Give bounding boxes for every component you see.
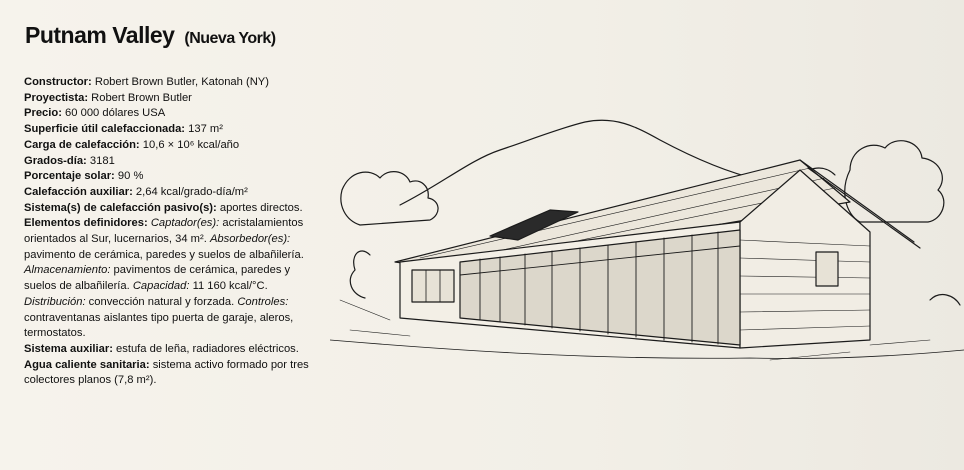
spec-superficie — [24, 122, 324, 138]
spec-label: Calefacción auxiliar: — [24, 185, 133, 198]
spec-sublabel: Capacidad: — [132, 280, 190, 293]
spec-porcentaje — [24, 169, 324, 185]
title-name: Putnam Valley — [25, 22, 175, 48]
spec-value: 2,64 kcal/grado-día/m² — [135, 185, 248, 198]
spec-sublabel: Controles: — [237, 295, 289, 308]
spec-sistema-auxiliar — [24, 342, 324, 358]
spec-calefaccion — [24, 185, 324, 201]
spec-label: Agua caliente sanitaria: — [24, 358, 150, 371]
spec-label: Carga de calefacción: — [24, 138, 140, 151]
spec-value: 11 160 kcal/°C. — [192, 280, 268, 293]
spec-label: Sistema(s) de calefacción pasivo(s): — [24, 201, 217, 214]
spec-carga — [24, 138, 324, 154]
ground-line — [330, 340, 964, 358]
spec-value: pavimentos de cerámica, paredes y suelos de albañilería. — [24, 264, 291, 293]
spec-value: convección natural y forzada. — [88, 295, 235, 308]
spec-sublabel: Absorbedor(es): — [209, 233, 291, 246]
gable-window — [816, 252, 838, 286]
spec-precio — [24, 106, 324, 122]
spec-label: Proyectista: — [24, 91, 89, 104]
spec-value: Robert Brown Butler, Katonah (NY) — [94, 76, 269, 88]
spec-value: 137 m² — [188, 123, 223, 136]
spec-label: Elementos definidores: — [24, 217, 148, 230]
spec-value: contraventanas aislantes tipo puerta de garaje, aleros, termostatos. — [24, 311, 294, 340]
spec-value: Robert Brown Butler — [91, 91, 192, 104]
tree-left — [341, 172, 438, 225]
spec-constructor — [24, 75, 324, 91]
left-window — [412, 270, 454, 302]
spec-elementos — [24, 216, 324, 342]
spec-proyectista — [24, 91, 324, 107]
spec-label: Superficie útil calefaccionada: — [24, 123, 186, 136]
spec-value: aportes directos. — [219, 201, 303, 214]
spec-sistema-pasivo — [24, 201, 324, 217]
spec-value: pavimento de cerámica, paredes y suelos de albañilería. — [24, 248, 304, 261]
page-title — [25, 22, 276, 49]
spec-sublabel: Captador(es): — [150, 217, 220, 230]
spec-value: acristalamientos orientados al Sur, lucernarios, 34 m². — [24, 217, 304, 246]
spec-label: Grados-día: — [24, 154, 87, 167]
spec-value: sistema activo formado por tres colectores planos (7,8 m²). — [24, 358, 309, 387]
spec-sublabel: Distribución: — [24, 295, 86, 308]
spec-value: 3181 — [89, 154, 115, 167]
specs-block — [24, 75, 324, 389]
spec-value: 60 000 dólares USA — [65, 107, 166, 120]
spec-value: estufa de leña, radiadores eléctricos. — [116, 342, 299, 355]
spec-label: Porcentaje solar: — [24, 170, 115, 183]
spec-grados — [24, 154, 324, 170]
tree-right — [845, 141, 944, 222]
spec-sublabel: Almacenamiento: — [24, 264, 111, 277]
spec-label: Sistema auxiliar: — [24, 342, 113, 355]
house-illustration — [330, 0, 964, 470]
spec-agua — [24, 358, 324, 389]
spec-label: Constructor: — [24, 76, 92, 88]
spec-label: Precio: — [24, 107, 62, 120]
title-region: (Nueva York) — [184, 30, 276, 47]
spec-value: 90 % — [117, 170, 144, 183]
spec-value: 10,6 × 10⁶ kcal/año — [142, 138, 240, 151]
